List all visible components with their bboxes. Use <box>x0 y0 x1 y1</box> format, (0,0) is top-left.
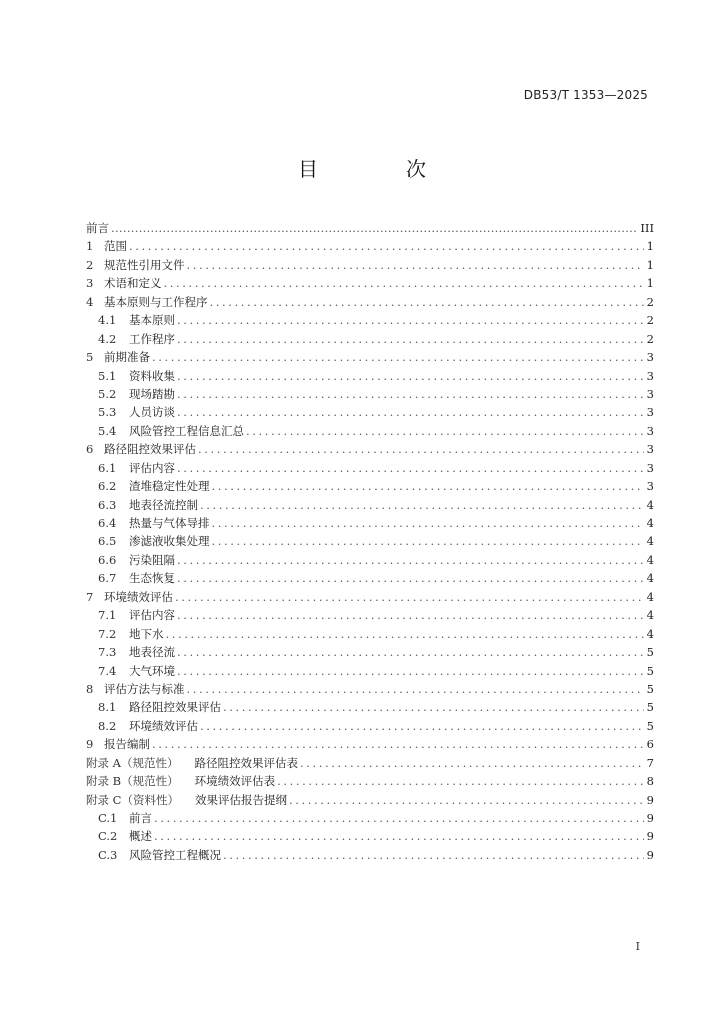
toc-leader-dots <box>177 403 644 421</box>
toc-entry[interactable] <box>86 698 654 716</box>
toc-entry[interactable] <box>86 662 654 680</box>
toc-leader-dots <box>177 330 644 348</box>
toc-entry[interactable] <box>86 459 654 477</box>
toc-leader-dots <box>289 791 644 809</box>
toc-entry-number: C.1 <box>98 811 118 825</box>
toc-entry[interactable] <box>86 330 654 348</box>
toc-entry-title: 工作程序 <box>129 331 175 346</box>
toc-entry-title: 路径阻控效果评估 <box>104 442 196 457</box>
toc-entry-number: 9 <box>86 737 94 752</box>
toc-entry-page: 5 <box>646 645 654 660</box>
toc-entry[interactable] <box>86 367 654 385</box>
toc-entry-title: 污染阻隔 <box>129 552 175 567</box>
toc-entry-number: C.2 <box>98 829 118 844</box>
toc-entry-number: 5.3 <box>98 405 117 420</box>
toc-entry-title: 渣堆稳定性处理 <box>129 479 210 494</box>
toc-entry-number: C.3 <box>98 847 118 862</box>
toc-entry-title: 风险管控工程信息汇总 <box>129 423 244 438</box>
toc-entry-title: 大气环境 <box>129 663 175 678</box>
toc-entry-number: 6.1 <box>98 460 117 475</box>
toc-entry-page: 1 <box>646 239 654 254</box>
toc-entry[interactable] <box>86 256 654 274</box>
toc-leader-dots <box>111 219 638 237</box>
toc-leader-dots <box>187 680 645 698</box>
toc-entry[interactable] <box>86 440 654 458</box>
toc-entry-page: 1 <box>646 257 654 272</box>
toc-entry-page: 4 <box>646 534 654 549</box>
toc-entry-title: 资料收集 <box>129 368 175 383</box>
toc-entry-page: 4 <box>646 589 654 604</box>
toc-entry-page: 5 <box>646 663 654 678</box>
toc-entry-title: 热量与气体导排 <box>129 516 210 530</box>
toc-entry[interactable] <box>86 385 654 403</box>
toc-entry-number: 8.1 <box>98 700 117 715</box>
toc-entry-page: 7 <box>646 755 654 770</box>
toc-entry-number: 3 <box>86 276 94 291</box>
toc-leader-dots <box>198 440 644 458</box>
toc-entry-page: 3 <box>646 350 654 365</box>
toc-leader-dots <box>210 293 645 311</box>
toc-leader-dots <box>277 772 644 790</box>
toc-entry-title: 环境绩效评估 <box>129 718 198 733</box>
toc-leader-dots <box>177 643 644 661</box>
toc-leader-dots <box>175 588 644 606</box>
toc-entry[interactable] <box>86 311 654 329</box>
toc-entry-title: 地下水 <box>129 626 164 641</box>
toc-entry-title: 规范性引用文件 <box>104 257 185 272</box>
toc-leader-dots <box>177 606 644 624</box>
toc-entry[interactable] <box>86 496 654 514</box>
toc-entry-number: 4.1 <box>98 313 117 328</box>
toc-entry-number: 5.2 <box>98 386 117 401</box>
toc-leader-dots <box>154 827 644 845</box>
toc-leader-dots <box>177 311 644 329</box>
toc-entry-title: 范围 <box>104 239 127 254</box>
toc-entry[interactable] <box>86 219 654 237</box>
toc-entry-number: 6.4 <box>98 516 117 530</box>
toc-leader-dots <box>300 754 644 772</box>
toc-entry-number: 5.1 <box>98 368 117 383</box>
toc-leader-dots <box>152 735 644 753</box>
toc-entry-title: 地表径流 <box>129 645 175 660</box>
toc-leader-dots <box>164 274 645 292</box>
toc-entry-page: 4 <box>646 626 654 641</box>
toc-entry-page: 3 <box>646 479 654 494</box>
toc-entry[interactable] <box>86 403 654 421</box>
toc-entry-page: 4 <box>646 552 654 567</box>
toc-entry-title: 评估方法与标准 <box>104 681 185 696</box>
toc-entry-page: 2 <box>646 294 654 309</box>
toc-entry-number: 6.6 <box>98 552 117 567</box>
toc-leader-dots <box>177 662 644 680</box>
toc-leader-dots <box>152 348 644 366</box>
toc-entry-number: 5 <box>86 350 94 365</box>
toc-entry-title: 渗滤液收集处理 <box>129 534 210 549</box>
toc-leader-dots <box>177 459 644 477</box>
toc-entry-number: 7.4 <box>98 663 117 678</box>
table-of-contents <box>86 219 654 864</box>
toc-entry-title: 地表径流控制 <box>129 497 198 512</box>
toc-entry[interactable] <box>86 569 654 587</box>
toc-entry-number: 7 <box>86 589 94 604</box>
toc-leader-dots <box>177 551 644 569</box>
toc-entry-title: 前言 <box>86 221 109 235</box>
toc-entry-title: 环境绩效评估 <box>104 589 173 604</box>
toc-entry-number: 7.1 <box>98 608 117 623</box>
toc-entry-number: 6 <box>86 442 94 457</box>
toc-entry[interactable] <box>86 532 654 550</box>
toc-entry-number: 4.2 <box>98 331 117 346</box>
toc-entry-page: 9 <box>646 811 654 825</box>
toc-entry[interactable] <box>86 514 654 532</box>
toc-entry-page: 5 <box>646 718 654 733</box>
toc-entry[interactable] <box>86 551 654 569</box>
toc-entry-number: 附录 B（规范性） <box>86 774 179 789</box>
toc-entry[interactable] <box>86 772 654 790</box>
toc-entry-number: 7.2 <box>98 626 117 641</box>
toc-entry-page: 1 <box>646 276 654 291</box>
page-number: I <box>635 940 640 953</box>
toc-entry[interactable] <box>86 237 654 255</box>
toc-entry-title: 现场踏勘 <box>129 386 175 401</box>
toc-entry-title: 评估内容 <box>129 608 175 623</box>
toc-entry-title: 路径阻控效果评估 <box>129 700 221 715</box>
toc-leader-dots <box>223 698 644 716</box>
toc-entry-page: 4 <box>646 516 654 530</box>
toc-entry-number: 6.7 <box>98 571 117 586</box>
toc-entry-title: 生态恢复 <box>129 571 175 586</box>
toc-leader-dots <box>212 514 645 532</box>
toc-entry[interactable] <box>86 809 654 827</box>
toc-leader-dots <box>200 717 644 735</box>
toc-entry-page: 3 <box>646 442 654 457</box>
toc-entry[interactable] <box>86 754 654 772</box>
toc-entry-number: 附录 C（资料性） <box>86 792 179 807</box>
toc-entry[interactable] <box>86 606 654 624</box>
toc-entry-page: 4 <box>646 497 654 512</box>
toc-entry-number: 6.5 <box>98 534 117 549</box>
toc-leader-dots <box>154 809 644 827</box>
toc-entry-page: 3 <box>646 368 654 383</box>
toc-leader-dots <box>212 477 645 495</box>
toc-entry-title: 报告编制 <box>104 737 150 752</box>
toc-entry-title: 术语和定义 <box>104 276 162 291</box>
toc-entry[interactable] <box>86 588 654 606</box>
toc-entry[interactable] <box>86 735 654 753</box>
toc-entry-page: 9 <box>646 847 654 862</box>
toc-entry-title: 概述 <box>129 829 152 844</box>
toc-entry-page: 3 <box>646 386 654 401</box>
toc-entry-number: 附录 A（规范性） <box>86 755 179 770</box>
toc-entry-title: 基本原则与工作程序 <box>104 294 208 309</box>
toc-entry[interactable] <box>86 680 654 698</box>
toc-leader-dots <box>177 385 644 403</box>
toc-entry-page: 2 <box>646 331 654 346</box>
toc-entry-title: 人员访谈 <box>129 405 175 420</box>
toc-entry-title: 评估内容 <box>129 460 175 475</box>
toc-entry-page: 6 <box>646 737 654 752</box>
toc-entry-title: 前期准备 <box>104 350 150 365</box>
toc-entry-page: 2 <box>646 313 654 328</box>
toc-entry-number: 6.3 <box>98 497 117 512</box>
document-code: DB53/T 1353—2025 <box>523 88 648 102</box>
toc-entry-number: 7.3 <box>98 645 117 660</box>
toc-entry-page: 4 <box>646 571 654 586</box>
toc-entry-title: 基本原则 <box>129 313 175 328</box>
toc-entry[interactable] <box>86 348 654 366</box>
toc-entry-number: 2 <box>86 257 94 272</box>
toc-leader-dots <box>166 625 645 643</box>
toc-entry-title: 环境绩效评估表 <box>194 774 276 789</box>
toc-entry-title: 风险管控工程概况 <box>129 847 221 862</box>
toc-leader-dots <box>223 846 644 864</box>
toc-entry-page: 5 <box>646 681 654 696</box>
toc-entry-page: 3 <box>646 460 654 475</box>
toc-entry-page: 5 <box>646 700 654 715</box>
toc-entry-number: 6.2 <box>98 479 117 494</box>
toc-leader-dots <box>246 422 644 440</box>
toc-leader-dots <box>187 256 645 274</box>
toc-entry-title: 前言 <box>129 811 152 825</box>
toc-entry-page: 3 <box>646 405 654 420</box>
toc-entry[interactable] <box>86 293 654 311</box>
toc-entry[interactable] <box>86 643 654 661</box>
toc-entry[interactable] <box>86 717 654 735</box>
toc-leader-dots <box>177 367 644 385</box>
toc-entry-number: 8 <box>86 681 94 696</box>
toc-entry[interactable] <box>86 791 654 809</box>
toc-entry[interactable] <box>86 422 654 440</box>
toc-entry-page: 3 <box>646 423 654 438</box>
toc-entry-page: 9 <box>646 829 654 844</box>
toc-leader-dots <box>177 569 644 587</box>
toc-entry-page: 9 <box>646 792 654 807</box>
toc-leader-dots <box>200 496 644 514</box>
toc-entry-number: 5.4 <box>98 423 117 438</box>
toc-entry-page: III <box>640 221 654 235</box>
toc-entry[interactable] <box>86 477 654 495</box>
toc-entry-number: 8.2 <box>98 718 117 733</box>
toc-entry-page: 4 <box>646 608 654 623</box>
toc-entry[interactable] <box>86 827 654 845</box>
toc-entry[interactable] <box>86 846 654 864</box>
toc-entry-page: 8 <box>646 774 654 789</box>
toc-leader-dots <box>129 237 644 255</box>
toc-entry-title: 路径阻控效果评估表 <box>194 755 298 770</box>
toc-entry[interactable] <box>86 274 654 292</box>
toc-entry[interactable] <box>86 625 654 643</box>
toc-entry-title: 效果评估报告提纲 <box>194 792 287 807</box>
toc-entry-number: 4 <box>86 294 94 309</box>
page-title: 目 次 <box>298 157 460 181</box>
toc-leader-dots <box>212 532 645 550</box>
toc-entry-number: 1 <box>86 239 94 254</box>
